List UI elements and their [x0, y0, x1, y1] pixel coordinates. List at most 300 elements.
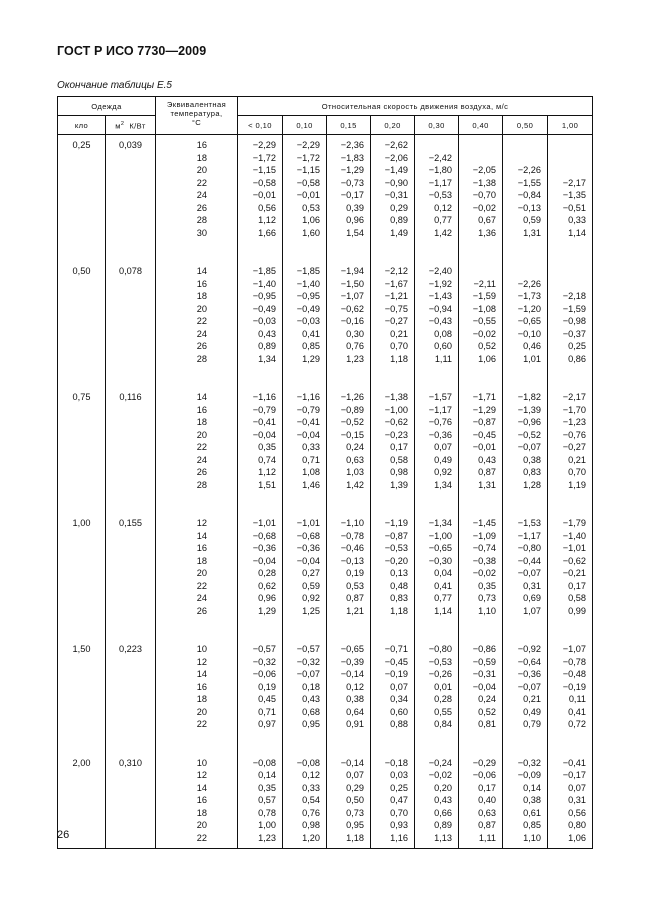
pmv-cell [371, 513, 415, 639]
cell-value: −0,79 [296, 404, 321, 415]
cell-value: −1,57 [428, 392, 453, 402]
cell-value: 0,54 [302, 795, 321, 805]
cell-value: −1,55 [517, 177, 542, 188]
pmv-cell [238, 639, 283, 753]
clo-value: 0,75 [72, 392, 91, 402]
cell-value: 18 [196, 152, 208, 163]
cell-value: −0,78 [562, 656, 587, 667]
cell-value: 0,92 [434, 467, 453, 477]
cell-value: −0,01 [252, 190, 277, 200]
cell-value: −0,68 [296, 530, 321, 541]
cell-value: −1,59 [562, 303, 587, 314]
cell-value: 0,21 [390, 328, 409, 339]
m2kw-cell [106, 639, 156, 753]
cell-value: 0,99 [568, 605, 587, 616]
pmv-cell [459, 513, 503, 639]
cell-value: 0,19 [258, 681, 277, 692]
cell-value: −0,53 [384, 543, 409, 553]
cell-value: 28 [196, 479, 208, 490]
cell-value: 18 [196, 694, 208, 704]
table-row [58, 135, 593, 262]
pmv-cell [503, 387, 548, 513]
cell-value: −0,96 [517, 417, 542, 427]
cell-value: −0,08 [252, 757, 277, 768]
cell-value: −0,62 [340, 303, 365, 314]
cell-value: −2,36 [340, 140, 365, 150]
clo-value: 0,50 [72, 266, 91, 276]
cell-value: 26 [196, 605, 208, 616]
cell-value: −1,73 [517, 291, 542, 301]
cell-value: 14 [196, 392, 208, 402]
cell-value: −0,27 [562, 442, 587, 452]
cell-value: 0,77 [434, 215, 453, 225]
cell-value: −0,76 [562, 429, 587, 440]
m2kw-value: 0,155 [119, 518, 142, 528]
cell-value: 0,53 [302, 202, 321, 213]
cell-value: 1,23 [346, 353, 365, 364]
cell-value: −0,08 [296, 757, 321, 768]
cell-value: 0,57 [258, 795, 277, 805]
cell-value: 0,19 [346, 568, 365, 578]
cell-value: −0,04 [296, 429, 321, 440]
m2kw-value: 0,078 [119, 266, 142, 276]
cell-value [415, 139, 452, 152]
cell-value: −0,15 [340, 429, 365, 440]
cell-value: −0,48 [562, 669, 587, 679]
cell-value: 0,41 [302, 328, 321, 339]
cell-value: 1,39 [390, 479, 409, 490]
cell-value: −0,18 [384, 757, 409, 768]
cell-value: 1,11 [478, 832, 497, 843]
cell-value: 0,55 [434, 706, 453, 717]
pmv-cell [238, 261, 283, 387]
cell-value: −0,31 [384, 190, 409, 200]
clo-value: 0,25 [72, 140, 91, 150]
cell-value: −0,27 [384, 316, 409, 326]
pmv-cell [371, 261, 415, 387]
cell-value: 1,23 [258, 832, 277, 843]
cell-value: 0,53 [346, 580, 365, 591]
cell-value: −0,32 [517, 757, 542, 768]
cell-value: 24 [196, 454, 208, 465]
cell-value: −0,04 [252, 555, 277, 566]
pmv-cell [459, 387, 503, 513]
cell-value: −0,04 [296, 555, 321, 566]
cell-value: −1,67 [384, 278, 409, 289]
cell-value: −0,94 [428, 303, 453, 314]
cell-value: 0,49 [434, 454, 453, 465]
cell-value: 0,21 [523, 694, 542, 704]
cell-value: −1,21 [384, 291, 409, 301]
cell-value: 18 [196, 807, 208, 818]
cell-value: −0,04 [472, 681, 497, 692]
cell-value: 1,06 [568, 832, 587, 843]
cell-value: −0,71 [384, 644, 409, 654]
pmv-cell [415, 387, 459, 513]
cell-value: 0,66 [434, 807, 453, 818]
cell-value: 0,20 [434, 782, 453, 793]
table-row [58, 639, 593, 753]
cell-value: −1,83 [340, 152, 365, 163]
cell-value: 1,34 [258, 353, 277, 364]
temperature-header-line2: температура, [170, 109, 223, 118]
m2kw-value: 0,310 [119, 757, 142, 768]
cell-value: 0,47 [390, 795, 409, 805]
cell-value: 0,21 [568, 454, 587, 465]
cell-value: −2,26 [517, 165, 542, 175]
unit-header-base: м [115, 121, 121, 131]
cell-value: −1,79 [562, 518, 587, 528]
cell-value: 28 [196, 215, 208, 225]
cell-value: 0,63 [478, 807, 497, 818]
pmv-cell [283, 135, 327, 262]
cell-value: 0,70 [390, 341, 409, 351]
pmv-cell [371, 639, 415, 753]
cell-value: 0,89 [434, 820, 453, 830]
cell-value: −1,19 [384, 518, 409, 528]
cell-value: 1,00 [258, 820, 277, 830]
cell-value: 1,20 [302, 832, 321, 843]
cell-value: 0,07 [346, 770, 365, 780]
cell-value: 0,43 [258, 328, 277, 339]
cell-value: 0,35 [258, 782, 277, 793]
cell-value: −0,45 [472, 429, 497, 440]
cell-value: 0,48 [390, 580, 409, 591]
cell-value: 1,29 [258, 605, 277, 616]
cell-value: 0,92 [302, 593, 321, 603]
temperature-cell [156, 387, 238, 513]
cell-value: 20 [196, 568, 208, 578]
cell-value: 22 [196, 177, 208, 188]
clo-header: кло [58, 116, 106, 135]
cell-value: 0,17 [478, 782, 497, 793]
cell-value: 0,91 [346, 719, 365, 729]
cell-value: 0,52 [478, 706, 497, 717]
cell-value: 1,11 [434, 353, 453, 364]
cell-value: 0,03 [390, 770, 409, 780]
cell-value: −1,16 [252, 392, 277, 402]
cell-value: 24 [196, 190, 208, 200]
cell-value: 24 [196, 593, 208, 603]
cell-value: 0,33 [302, 442, 321, 452]
cell-value: −1,38 [472, 177, 497, 188]
cell-value: 0,71 [302, 454, 321, 465]
cell-value: −0,07 [517, 681, 542, 692]
cell-value: −2,40 [428, 266, 453, 276]
cell-value: 20 [196, 303, 208, 314]
cell-value: 26 [196, 467, 208, 477]
cell-value: −0,36 [296, 543, 321, 553]
cell-value: 0,64 [346, 706, 365, 717]
temperature-cell [156, 261, 238, 387]
pmv-cell [548, 261, 593, 387]
cell-value [548, 164, 586, 177]
pmv-cell [238, 513, 283, 639]
cell-value: 0,86 [568, 353, 587, 364]
header-row-2 [58, 116, 593, 135]
pmv-cell [503, 513, 548, 639]
cell-value [459, 139, 496, 152]
cell-value: 0,04 [434, 568, 453, 578]
cell-value: −1,15 [252, 165, 277, 175]
cell-value: −0,36 [517, 669, 542, 679]
cell-value: −2,62 [384, 140, 409, 150]
cell-value: 0,43 [302, 694, 321, 704]
cell-value: 0,41 [434, 580, 453, 591]
cell-value: −1,94 [340, 266, 365, 276]
cell-value: −1,20 [517, 303, 542, 314]
cell-value: 1,51 [258, 479, 277, 490]
cell-value: 0,17 [390, 442, 409, 452]
pmv-cell [327, 387, 371, 513]
cell-value: 1,49 [390, 227, 409, 238]
cell-value: −0,89 [340, 404, 365, 415]
cell-value: −0,49 [296, 303, 321, 314]
cell-value: −0,36 [428, 429, 453, 440]
cell-value: 0,46 [523, 341, 542, 351]
cell-value: 0,70 [568, 467, 587, 477]
clothing-header: Одежда [58, 97, 156, 116]
cell-value: −0,09 [517, 770, 542, 780]
cell-value: −1,50 [340, 278, 365, 289]
cell-value: −0,45 [384, 656, 409, 667]
cell-value: 0,87 [478, 467, 497, 477]
speed-column-header: 0,10 [283, 116, 327, 135]
pmv-cell [283, 639, 327, 753]
cell-value: −0,17 [340, 190, 365, 200]
cell-value: −0,62 [562, 555, 587, 566]
cell-value: 1,28 [523, 479, 542, 490]
temperature-header-line1: Эквивалентная [166, 100, 227, 109]
cell-value: −0,98 [562, 316, 587, 326]
cell-value: −0,43 [428, 316, 453, 326]
cell-value: −0,26 [428, 669, 453, 679]
cell-value: −0,79 [252, 404, 277, 415]
pmv-cell [238, 753, 283, 849]
cell-value: −1,17 [428, 177, 453, 188]
cell-value: 0,25 [390, 782, 409, 793]
cell-value: −0,41 [296, 417, 321, 427]
cell-value: 0,67 [478, 215, 497, 225]
cell-value: 0,70 [390, 807, 409, 818]
clo-value: 1,00 [72, 518, 91, 528]
cell-value: 0,96 [258, 593, 277, 603]
air-speed-header: Относительная скорость движения воздуха, м/с [238, 97, 593, 116]
cell-value: 0,88 [390, 719, 409, 729]
cell-value: 0,73 [478, 593, 497, 603]
cell-value: 0,49 [523, 706, 542, 717]
cell-value: 0,71 [258, 706, 277, 717]
cell-value: 0,08 [434, 328, 453, 339]
cell-value: 0,25 [568, 341, 587, 351]
cell-value [548, 265, 586, 278]
cell-value: −1,17 [428, 404, 453, 415]
cell-value: −0,14 [340, 669, 365, 679]
table-row [58, 513, 593, 639]
cell-value: 0,30 [346, 328, 365, 339]
cell-value: 0,84 [434, 719, 453, 729]
speed-column-header: 0,50 [503, 116, 548, 135]
cell-value: −0,32 [252, 656, 277, 667]
cell-value: 1,18 [390, 605, 409, 616]
cell-value: −1,07 [562, 644, 587, 654]
cell-value: −1,10 [340, 518, 365, 528]
cell-value: −0,51 [562, 202, 587, 213]
cell-value: 10 [196, 644, 208, 654]
cell-value: 0,96 [346, 215, 365, 225]
cell-value: 0,72 [568, 719, 587, 729]
cell-value: −1,29 [340, 165, 365, 175]
cell-value: −2,11 [473, 278, 497, 289]
cell-value: 0,80 [568, 820, 587, 830]
temperature-header-line3: °С [191, 118, 202, 127]
cell-value: −1,40 [252, 278, 277, 289]
cell-value: −0,87 [384, 530, 409, 541]
cell-value: 1,19 [568, 479, 587, 490]
pmv-cell [459, 135, 503, 262]
speed-column-header: 1,00 [548, 116, 593, 135]
cell-value: −1,34 [428, 518, 453, 528]
cell-value: 1,01 [523, 353, 542, 364]
cell-value: −1,92 [428, 278, 453, 289]
cell-value: 0,29 [390, 202, 409, 213]
cell-value: −0,07 [517, 442, 542, 452]
cell-value: 0,12 [302, 770, 321, 780]
cell-value: −0,07 [517, 568, 542, 578]
cell-value: −0,13 [517, 202, 542, 213]
cell-value: −0,24 [428, 757, 453, 768]
cell-value: 14 [196, 530, 208, 541]
cell-value: −0,36 [252, 543, 277, 553]
cell-value: 0,41 [568, 706, 587, 717]
cell-value: −1,40 [296, 278, 321, 289]
cell-value: 0,77 [434, 593, 453, 603]
cell-value: 0,29 [346, 782, 365, 793]
pmv-cell [415, 261, 459, 387]
cell-value: 0,60 [390, 706, 409, 717]
cell-value: 0,43 [478, 454, 497, 465]
cell-value [459, 265, 496, 278]
cell-value: 0,68 [302, 706, 321, 717]
cell-value: 0,34 [390, 694, 409, 704]
cell-value: 0,95 [302, 719, 321, 729]
cell-value: 16 [196, 681, 208, 692]
pmv-cell [238, 387, 283, 513]
cell-value: 1,29 [302, 353, 321, 364]
pmv-cell [327, 753, 371, 849]
cell-value: −1,17 [517, 530, 542, 541]
cell-value: −1,53 [517, 518, 542, 528]
cell-value: −0,04 [252, 429, 277, 440]
cell-value: −2,05 [472, 165, 497, 175]
pmv-cell [327, 513, 371, 639]
cell-value: 0,24 [478, 694, 497, 704]
pmv-cell [548, 135, 593, 262]
cell-value: 0,59 [302, 580, 321, 591]
cell-value: −1,70 [562, 404, 587, 415]
cell-value: −0,44 [517, 555, 542, 566]
cell-value: −0,84 [517, 190, 542, 200]
cell-value: −0,19 [562, 681, 587, 692]
cell-value: 1,18 [346, 832, 365, 843]
m2kw-cell [106, 513, 156, 639]
cell-value: −1,43 [428, 291, 453, 301]
cell-value: −0,49 [252, 303, 277, 314]
cell-value: 1,46 [302, 479, 321, 490]
cell-value: 0,28 [434, 694, 453, 704]
cell-value: 0,12 [434, 202, 453, 213]
cell-value: −1,38 [384, 392, 409, 402]
cell-value: −1,85 [296, 266, 321, 276]
cell-value: 1,03 [346, 467, 365, 477]
cell-value: −2,12 [384, 266, 409, 276]
cell-value: 14 [196, 266, 208, 276]
cell-value [503, 139, 541, 152]
cell-value: 0,76 [346, 341, 365, 351]
cell-value: −2,18 [562, 291, 587, 301]
cell-value: 0,79 [523, 719, 542, 729]
cell-value: 0,60 [434, 341, 453, 351]
cell-value: −0,13 [340, 555, 365, 566]
cell-value: −0,80 [517, 543, 542, 553]
cell-value: −1,49 [384, 165, 409, 175]
table-caption: Окончание таблицы Е.5 [57, 80, 172, 91]
temperature-cell [156, 753, 238, 849]
pmv-cell [503, 753, 548, 849]
cell-value: 1,06 [302, 215, 321, 225]
table-row [58, 753, 593, 849]
pmv-cell [548, 387, 593, 513]
cell-value: −1,15 [296, 165, 321, 175]
speed-column-header: < 0,10 [238, 116, 283, 135]
cell-value: 0,61 [523, 807, 542, 818]
pmv-cell [283, 753, 327, 849]
cell-value: 0,13 [390, 568, 409, 578]
cell-value: 16 [196, 795, 208, 805]
cell-value: 1,42 [346, 479, 365, 490]
pmv-cell [327, 135, 371, 262]
pmv-cell [459, 639, 503, 753]
page-number: 26 [57, 829, 70, 841]
cell-value: −1,82 [517, 392, 542, 402]
cell-value: 12 [196, 770, 208, 780]
cell-value: −0,19 [384, 669, 409, 679]
cell-value: 0,43 [434, 795, 453, 805]
cell-value: 0,56 [258, 202, 277, 213]
cell-value: 0,07 [434, 442, 453, 452]
table-body [58, 135, 593, 849]
cell-value: 0,81 [478, 719, 497, 729]
cell-value: 0,33 [302, 782, 321, 793]
cell-value: −2,26 [517, 278, 542, 289]
cell-value: 0,18 [302, 681, 321, 692]
cell-value: 0,31 [523, 580, 542, 591]
m2kw-value: 0,116 [119, 392, 142, 402]
cell-value: 1,07 [523, 605, 542, 616]
cell-value: 1,13 [434, 832, 453, 843]
cell-value: 1,12 [258, 467, 277, 477]
cell-value: −0,78 [340, 530, 365, 541]
cell-value: 0,85 [523, 820, 542, 830]
cell-value: 0,98 [302, 820, 321, 830]
cell-value: 12 [196, 518, 208, 528]
cell-value: −1,00 [384, 404, 409, 415]
cell-value: −0,52 [517, 429, 542, 440]
speed-column-header: 0,20 [371, 116, 415, 135]
cell-value: −0,92 [517, 644, 542, 654]
cell-value: 1,54 [346, 227, 365, 238]
cell-value: 22 [196, 832, 208, 843]
